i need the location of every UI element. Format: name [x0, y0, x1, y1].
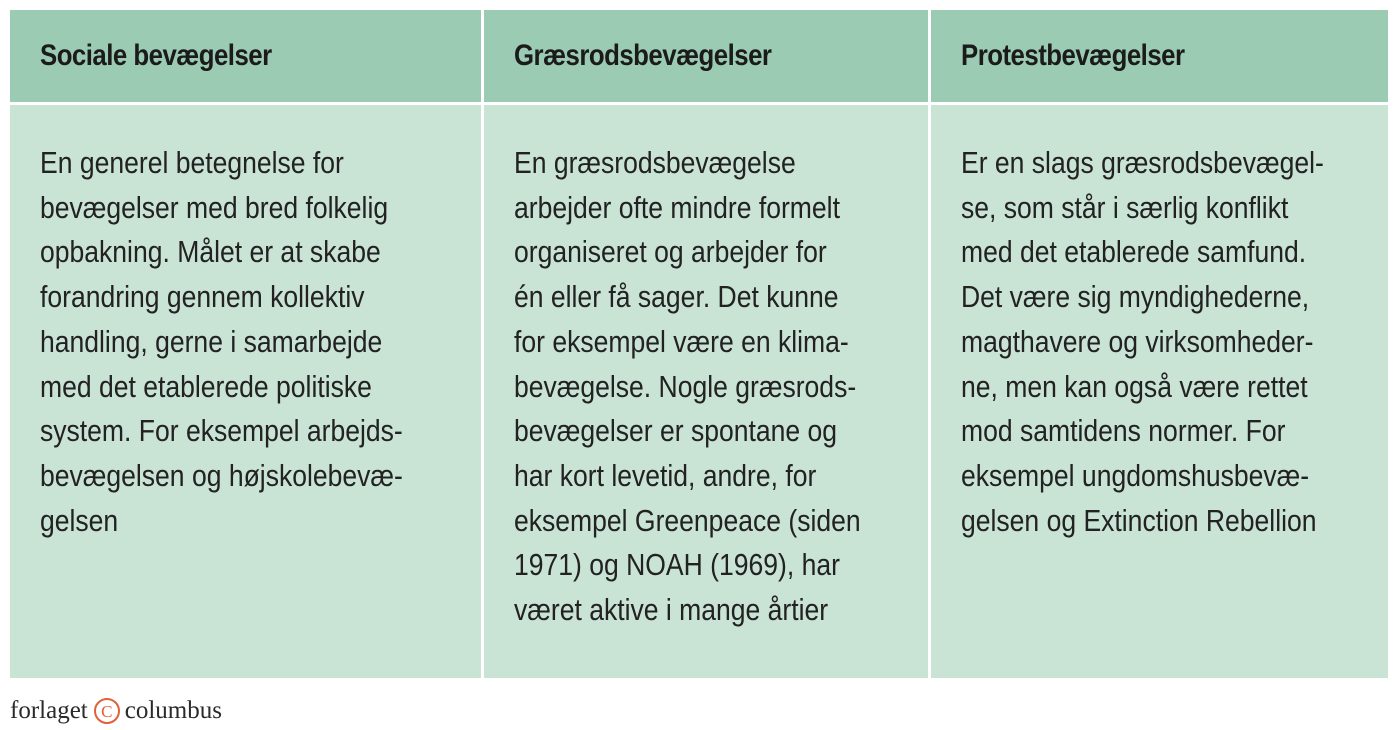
text-line: bevægelse. Nogle græsrods-: [514, 369, 857, 404]
text-line: opbakning. Målet er at skabe: [40, 235, 381, 270]
logo-text-right: columbus: [124, 697, 222, 724]
publisher-logo: [10, 694, 222, 728]
copyright-circle-icon: C: [94, 698, 120, 724]
text-line: én eller få sager. Det kunne: [514, 280, 839, 315]
text-line: En græsrodsbevægelse: [514, 146, 796, 180]
heading-protestbevaegelser: Protestbevægelser: [931, 10, 1388, 102]
text-graesrodsbevaegelser: [484, 105, 928, 678]
text-line: været aktive i mange årtier: [514, 593, 829, 628]
text-line: mod samtidens normer. For: [961, 414, 1286, 449]
text-line: bevægelser med bred folkelig: [40, 190, 389, 225]
text-line: Er en slags græsrodsbevægel-: [961, 146, 1324, 180]
heading-graesrodsbevaegelser: Græsrodsbevægelser: [484, 10, 928, 102]
text-line: med det etablerede politiske: [40, 369, 372, 404]
text-line: eksempel ungdomshusbevæ-: [961, 458, 1310, 493]
text-line: se, som står i særlig konflikt: [961, 190, 1289, 225]
text-line: eksempel Greenpeace (siden: [514, 503, 861, 538]
text-line: ne, men kan også være rettet: [961, 369, 1308, 404]
text-line: har kort levetid, andre, for: [514, 458, 817, 493]
definitions-table: [10, 10, 1388, 678]
logo-text-left: forlaget: [10, 697, 88, 724]
text-line: bevægelsen og højskolebevæ-: [40, 458, 403, 493]
text-line: system. For eksempel arbejds-: [40, 414, 403, 449]
text-line: bevægelser er spontane og: [514, 414, 838, 449]
text-sociale-bevaegelser: [10, 105, 481, 678]
text-line: handling, gerne i samarbejde: [40, 324, 383, 359]
text-line: arbejder ofte mindre formelt: [514, 190, 840, 225]
text-line: 1971) og NOAH (1969), har: [514, 548, 840, 583]
text-line: for eksempel være en klima-: [514, 324, 849, 359]
text-line: organiseret og arbejder for: [514, 235, 827, 270]
text-line: med det etablerede samfund.: [961, 235, 1307, 270]
text-line: En generel betegnelse for: [40, 146, 344, 180]
text-line: gelsen: [40, 503, 119, 538]
text-line: Det være sig myndighederne,: [961, 280, 1310, 315]
text-protestbevaegelser: [931, 105, 1388, 678]
heading-sociale-bevaegelser: Sociale bevægelser: [10, 10, 481, 102]
text-line: forandring gennem kollektiv: [40, 280, 365, 315]
text-line: gelsen og Extinction Rebellion: [961, 503, 1317, 538]
text-line: magthavere og virksomheder-: [961, 324, 1314, 359]
